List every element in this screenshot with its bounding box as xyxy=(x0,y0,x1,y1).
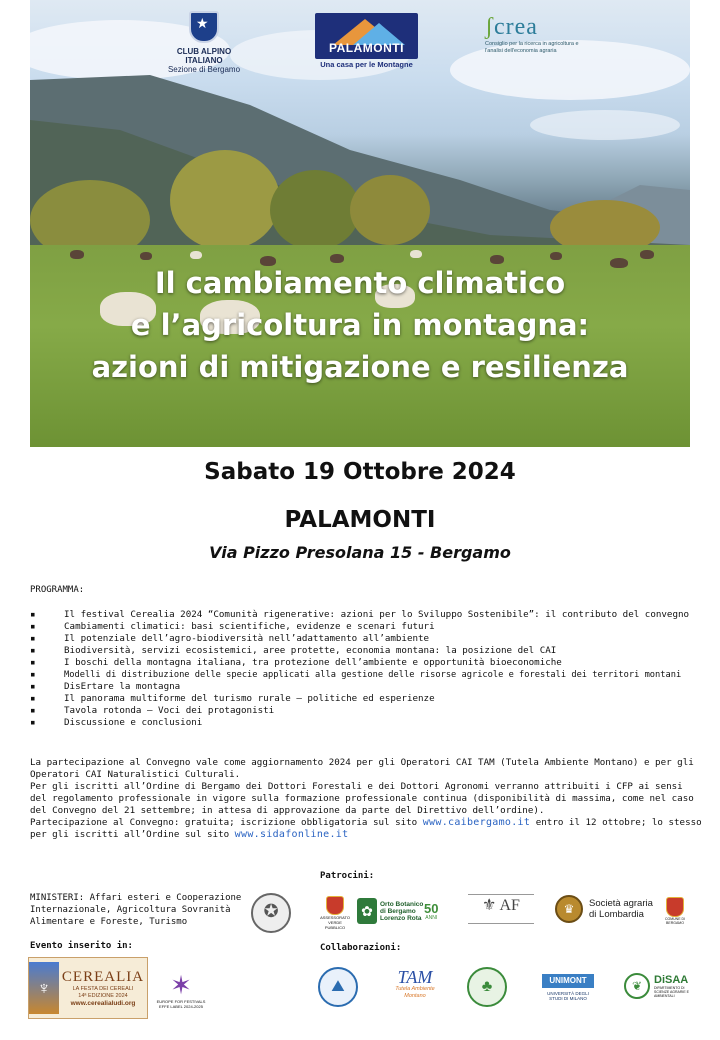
hero-banner xyxy=(30,0,690,447)
bullet-icon: ▪ xyxy=(30,609,36,620)
bullet-icon: ▪ xyxy=(30,669,36,680)
crea-logo[interactable] xyxy=(485,14,595,55)
sheep xyxy=(640,250,654,259)
societa-agraria-logo[interactable] xyxy=(552,892,662,926)
tam-logo[interactable] xyxy=(384,964,446,1004)
event-title xyxy=(30,262,690,388)
sheep xyxy=(410,250,422,258)
cerealia-name: CEREALIA xyxy=(61,969,145,985)
tam-name: TAM xyxy=(397,967,433,987)
cerealia-logo[interactable] xyxy=(28,957,148,1019)
list-item: ▪ Il festival Cerealia 2024 “Comunità rigenerative: azioni per lo Sviluppo Sostenibile”: il contributo del convegno xyxy=(30,609,690,620)
programme-heading: PROGRAMMA: xyxy=(30,585,85,595)
note-registration: Partecipazione al Convegno: gratuita; iscrizione obbligatoria sul sito www.caibergamo.it entro il 12 ottobre; lo stesso per gli iscritti all’Ordine sul sito www.sidafonline.it xyxy=(30,817,702,840)
cai-shield-icon xyxy=(189,11,219,43)
note-cfp: Per gli iscritti all’Ordine di Bergamo dei Dottori Forestali e dei Dottori Agronomi verranno attribuiti i CFP ai sensi del regolamento professionale in vigore sulla formazione professionale continua (disponibilità di massima, come nel caso del Convegno del 21 settembre; in attesa di approvazione da parte del Direttivo dell’ordine). xyxy=(30,781,694,816)
wheat-icon: ♆ xyxy=(29,962,59,1014)
participation-notes xyxy=(30,757,702,841)
caibergamo-link[interactable]: www.caibergamo.it xyxy=(422,817,531,828)
cai-name: CLUB ALPINO ITALIANO xyxy=(176,47,232,65)
list-item: ▪ Tavola rotonda – Voci dei protagonisti xyxy=(30,705,275,716)
crea-wordmark xyxy=(485,14,595,41)
list-item: ▪ Modelli di distribuzione delle specie applicati alla gestione delle risorse agricole e forestali dei territori montani xyxy=(30,669,682,680)
bullet-icon: ▪ xyxy=(30,717,36,728)
bullet-icon: ▪ xyxy=(30,645,36,656)
medallion-icon: ♛ xyxy=(555,895,583,923)
sheep xyxy=(190,251,202,259)
societa-agraria-text: Società agraria di Lombardia xyxy=(589,898,653,920)
disaa-leaf-icon: ❦ xyxy=(624,973,650,999)
ministry-culture-logo[interactable] xyxy=(466,893,536,925)
sheep xyxy=(140,252,152,260)
af-mark-icon: ⚜ AF xyxy=(468,894,534,924)
logo-bar xyxy=(30,6,690,76)
title-line-3: azioni di mitigazione e resilienza xyxy=(91,350,629,384)
collab-label: Collaborazioni: xyxy=(320,943,402,953)
bullet-icon: ▪ xyxy=(30,633,36,644)
unimont-logo[interactable] xyxy=(541,964,595,1010)
disaa-sub: DIPARTIMENTO DI SCIENZE AGRARIE E AMBIENTALI xyxy=(654,986,690,998)
list-item: ▪ Discussione e conclusioni xyxy=(30,717,203,728)
note-cai: La partecipazione al Convegno vale come aggiornamento 2024 per gli Operatori CAI TAM (Tutela Ambiente Montano) e per gli Operatori CAI Naturalistici Culturali. xyxy=(30,757,694,780)
event-date: Sabato 19 Ottobre 2024 xyxy=(204,459,516,485)
orto-years-sub: ANNI xyxy=(425,914,438,921)
orto-botanico-text: Orto Botanico di Bergamo Lorenzo Rota xyxy=(380,900,424,922)
list-item: ▪ Il potenziale dell’agro-biodiversità nell’adattamento all’ambiente xyxy=(30,633,430,644)
title-line-2: e l’agricoltura in montagna: xyxy=(130,308,590,342)
disaa-logo[interactable] xyxy=(622,964,692,1008)
list-item: ▪ Il panorama multiforme del turismo rurale – politiche ed esperienze xyxy=(30,693,435,704)
unimont-sub: UNIVERSITÀ DEGLI STUDI DI MILANO xyxy=(547,990,589,1001)
verde-pubblico-text: ASSESSORATO VERDE PUBBLICO xyxy=(320,915,350,930)
programme-list xyxy=(30,609,710,729)
event-venue: PALAMONTI xyxy=(284,507,436,533)
sheep xyxy=(550,252,562,260)
list-item: ▪ Biodiversità, servizi ecosistemici, aree protette, economia montana: la posizione del CAI xyxy=(30,645,557,656)
ministries-text: MINISTERI: Affari esteri e Cooperazione Internazionale, Agricoltura Sovranità Alimentare e Foreste, Turismo xyxy=(30,893,242,927)
cai-section: Sezione di Bergamo xyxy=(167,65,241,74)
efe-label-logo[interactable] xyxy=(152,960,210,1020)
palamonti-tagline: Una casa per le Montagne xyxy=(320,60,413,69)
list-item: ▪ Cambiamenti climatici: basi scientifiche, evidenze e scenari futuri xyxy=(30,621,435,632)
event-address: Via Pizzo Presolana 15 - Bergamo xyxy=(209,543,511,562)
cai-commission-logo-icon[interactable]: ⛰ xyxy=(318,967,358,1007)
palamonti-logo[interactable] xyxy=(315,13,418,69)
sidafonline-link[interactable]: www.sidafonline.it xyxy=(234,829,349,840)
patrocini-label: Patrocini: xyxy=(320,871,375,881)
cerealia-site[interactable]: www.cerealialudi.org xyxy=(70,1000,136,1007)
list-item: ▪ DisErtare la montagna xyxy=(30,681,181,692)
crea-leaf-icon: ʃ xyxy=(485,14,494,40)
bullet-icon: ▪ xyxy=(30,621,36,632)
cerealia-edition: 14ª EDIZIONE 2024 xyxy=(78,993,128,999)
orto-years: 50 xyxy=(424,900,439,916)
tam-sub: Tutela Ambiente Montano xyxy=(395,986,435,999)
cai-logo[interactable] xyxy=(164,11,244,74)
list-item: ▪ I boschi della montagna italiana, tra protezione dell’ambiente e opportunità bioeconomiche xyxy=(30,657,562,668)
comune-bergamo-logo[interactable] xyxy=(660,894,690,928)
verde-shield-icon xyxy=(326,896,344,915)
disaa-name: DiSAA xyxy=(654,974,689,986)
comune-shield-icon xyxy=(666,897,684,917)
tree xyxy=(270,170,360,250)
sheep xyxy=(70,250,84,259)
forest-association-logo-icon[interactable]: ♣ xyxy=(467,967,507,1007)
bullet-icon: ▪ xyxy=(30,657,36,668)
title-line-1: Il cambiamento climatico xyxy=(154,266,566,300)
bullet-icon: ▪ xyxy=(30,693,36,704)
efe-text: EUROPE FOR FESTIVALS EFFE LABEL 2024-2025 xyxy=(156,999,206,1009)
bullet-icon: ▪ xyxy=(30,681,36,692)
evento-label: Evento inserito in: xyxy=(30,941,133,951)
leaf-icon: ✿ xyxy=(357,898,377,924)
cerealia-sub: LA FESTA DEI CEREALI xyxy=(72,986,134,992)
crea-subtitle: Consiglio per la ricerca in agricoltura e l'analisi dell'economia agraria xyxy=(485,41,579,54)
verde-pubblico-logo[interactable] xyxy=(318,896,352,930)
star-icon: ✶ xyxy=(170,970,192,1000)
crea-name: crea xyxy=(494,14,538,40)
palamonti-mountain-icon xyxy=(315,13,418,59)
tree xyxy=(170,150,280,250)
orto-botanico-logo[interactable] xyxy=(357,897,447,925)
italian-republic-emblem-icon: ✪ xyxy=(251,893,291,933)
palamonti-name: PALAMONTI xyxy=(329,41,404,55)
comune-text: COMUNE DI BERGAMO xyxy=(664,917,686,925)
unimont-name: UNIMONT xyxy=(542,974,594,988)
tree xyxy=(350,175,430,245)
bullet-icon: ▪ xyxy=(30,705,36,716)
